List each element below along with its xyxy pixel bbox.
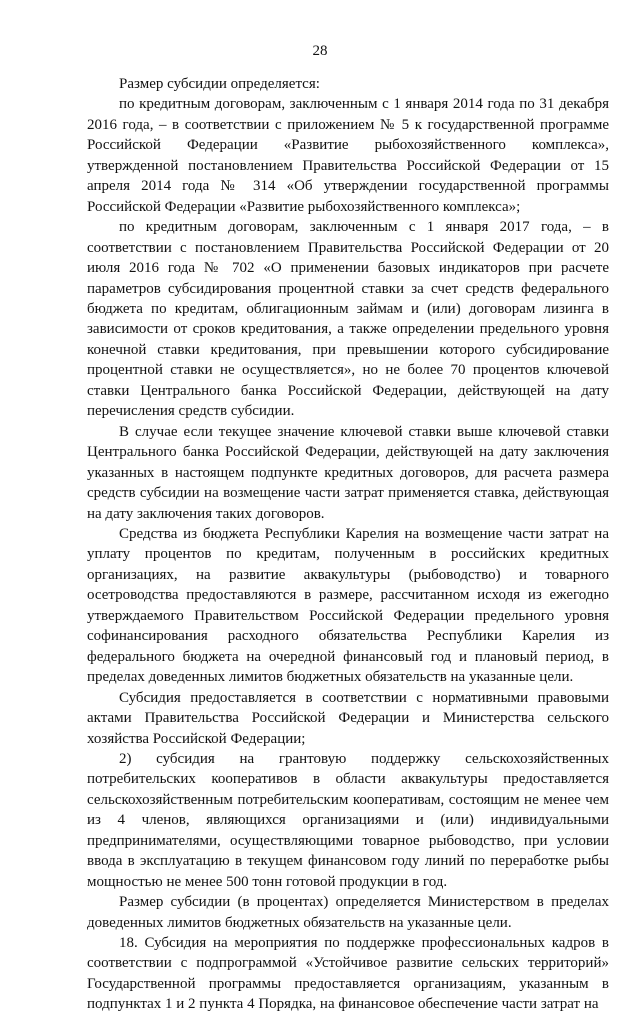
paragraph: Субсидия предоставляется в соответствии с нормативными правовыми актами Правительства Российской Федерации и Министерства сельского хозяйства Российской Федерации;	[87, 689, 609, 747]
paragraph: В случае если текущее значение ключевой ставки выше ключевой ставки Центрального банка Российской Федерации, действующей на дату заключения указанных в настоящем подпункте кредитных договоров, для расчета размера средств субсидии на возмещение части затрат применяется ставка, действующая на дату заключения таких договоров.	[87, 423, 609, 522]
paragraph: по кредитным договорам, заключенным с 1 января 2014 года по 31 декабря 2016 года, – в соответствии с приложением № 5 к государственной программе Российской Федерации «Развитие рыбохозяйственного комплекса», утвержденной постановлением Правительства Российской Федерации от 15 апреля 2014 года № 314 «Об утверждении государственной программы Российской Федерации «Развитие рыбохозяйственного комплекса»;	[87, 96, 609, 215]
paragraph: Размер субсидии определяется:	[119, 76, 320, 92]
paragraph: 2) субсидия на грантовую поддержку сельскохозяйственных потребительских кооперативов в области аквакультуры предоставляется сельскохозяйственным потребительским кооперативам, состоящим не менее чем из 4 членов, являющихся организациями и (или) индивидуальными предпринимателями, осуществляющими товарное рыбоводство, при условии ввода в эксплуатацию в текущем финансовом году линий по переработке рыбы мощностью не менее 500 тонн готовой продукции в год.	[87, 750, 609, 890]
paragraph: Средства из бюджета Республики Карелия на возмещение части затрат на уплату процентов по кредитам, полученным в российских кредитных организациях, на развитие аквакультуры (рыбоводство) и товарного осетроводства предоставляются в размере, рассчитанном исходя из ежегодно утверждаемого Правительством Российской Федерации предельного уровня софинансирования расходного обязательства Республики Карелия из федерального бюджета на очередной финансовый год и плановый период, в пределах доведенных лимитов бюджетных обязательств на указанные цели.	[87, 525, 609, 686]
page-number: 28	[312, 43, 328, 59]
paragraph: по кредитным договорам, заключенным с 1 января 2017 года, – в соответствии с постановлением Правительства Российской Федерации от 20 июля 2016 года № 702 «О применении базовых индикаторов при расчете параметров субсидирования процентной ставки за счет средств федерального бюджета по кредитам, облигационным займам и (или) договорам лизинга в зависимости от сроков кредитования, а также определении предельного уровня конечной ставки кредитования, при превышении которого субсидирование процентной ставки не осуществляется», но не более 70 процентов ключевой ставки Центрального банка Российской Федерации, действующей на дату перечисления средств субсидии.	[87, 219, 609, 420]
document-body	[87, 74, 609, 1015]
paragraph: 18. Субсидия на мероприятия по поддержке профессиональных кадров в соответствии с подпрограммой «Устойчивое развитие сельских территорий» Государственной программы предоставляется организациям, указанным в подпунктах 1 и 2 пункта 4 Порядка, на финансовое обеспечение части затрат на	[87, 935, 609, 1013]
paragraph: Размер субсидии (в процентах) определяется Министерством в пределах доведенных лимитов бюджетных обязательств на указанные цели.	[87, 894, 609, 931]
